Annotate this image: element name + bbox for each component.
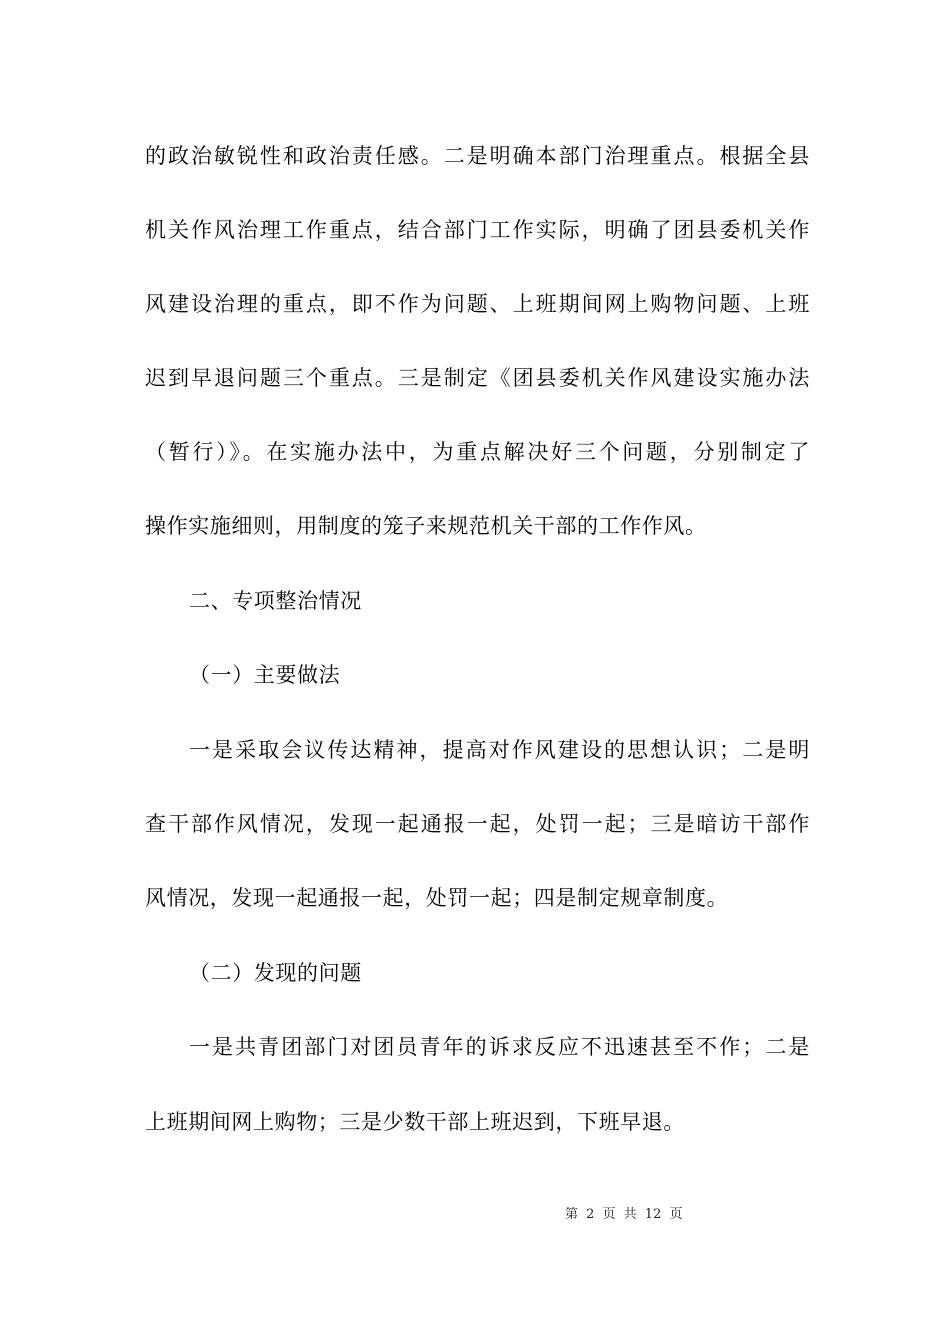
paragraph-line: 机关作风治理工作重点，结合部门工作实际，明确了团县委机关作: [145, 218, 810, 242]
paragraph-line: 的政治敏锐性和政治责任感。二是明确本部门治理重点。根据全县: [145, 144, 810, 168]
paragraph-line: 风情况，发现一起通报一起，处罚一起；四是制定规章制度。: [145, 886, 729, 910]
paragraph-line: （暂行）》。在实施办法中，为重点解决好三个问题，分别制定了: [145, 440, 810, 464]
paragraph-line: 风建设治理的重点，即不作为问题、上班期间网上购物问题、上班: [145, 292, 810, 316]
section-heading: 二、专项整治情况: [189, 589, 362, 613]
paragraph-line: 一是采取会议传达精神，提高对作风建设的思想认识；二是明: [189, 738, 810, 762]
subsection-heading: （二）发现的问题: [189, 961, 362, 985]
paragraph-line: 查干部作风情况，发现一起通报一起，处罚一起；三是暗访干部作: [145, 812, 810, 836]
subsection-heading: （一）主要做法: [189, 663, 341, 687]
paragraph-line: 上班期间网上购物；三是少数干部上班迟到，下班早退。: [145, 1110, 685, 1134]
paragraph-line: 迟到早退问题三个重点。三是制定《团县委机关作风建设实施办法: [145, 366, 810, 390]
page-number: 第 2 页 共 12 页: [565, 1207, 683, 1222]
paragraph-line: 操作实施细则，用制度的笼子来规范机关干部的工作作风。: [145, 514, 707, 538]
paragraph-line: 一是共青团部门对团员青年的诉求反应不迅速甚至不作；二是: [189, 1035, 810, 1059]
